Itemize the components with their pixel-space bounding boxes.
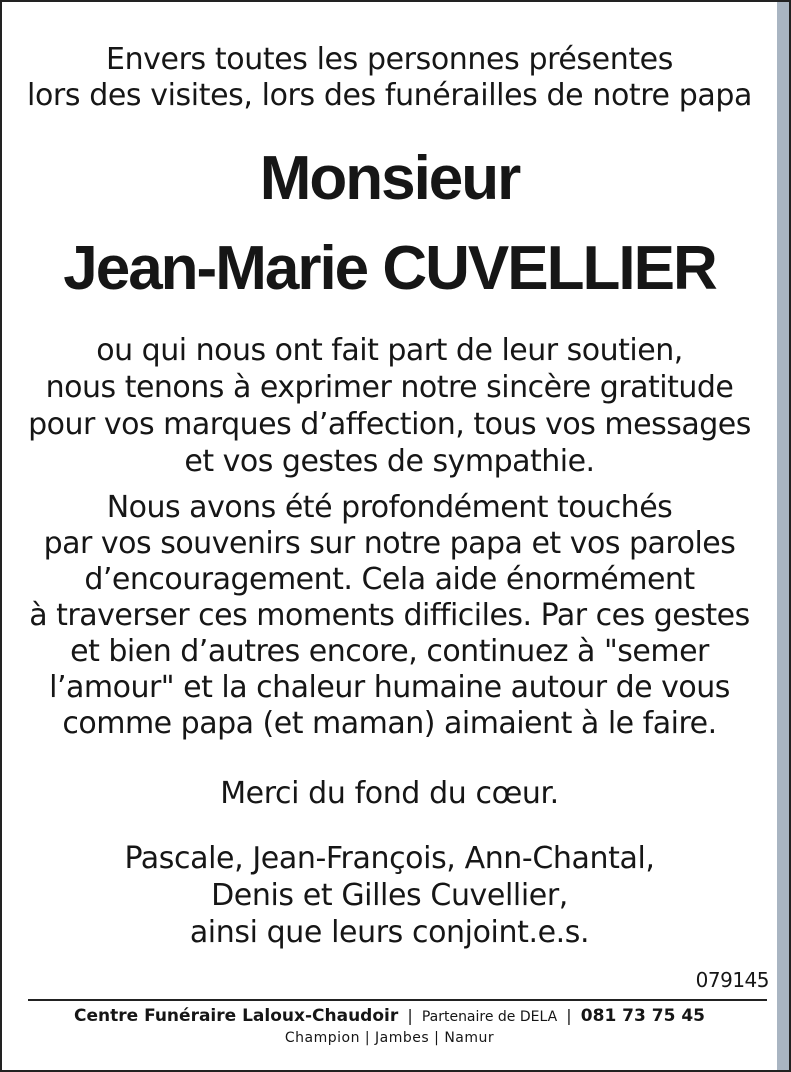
thanks-paragraph [14, 332, 765, 480]
intro-line: Envers toutes les personnes présentes [106, 42, 673, 77]
signatory-line: Denis et Gilles Cuvellier, [211, 878, 568, 913]
intro-text [14, 42, 765, 114]
footer-divider [28, 999, 767, 1001]
touched-line: Nous avons été profondément touchés [106, 490, 673, 525]
partner-text: Partenaire de DELA [421, 1009, 558, 1025]
touched-paragraph [14, 490, 765, 742]
thanks-line: pour vos marques d’affection, tous vos messages [28, 407, 751, 442]
separator: | [566, 1006, 572, 1025]
notice-body [14, 2, 765, 951]
touched-line: par vos souvenirs sur notre papa et vos paroles [43, 526, 736, 561]
touched-line: d’encouragement. Cela aide énormément [84, 562, 695, 597]
footer-locations: Champion | Jambes | Namur [284, 1030, 495, 1046]
intro-line: lors des visites, lors des funérailles de notre papa [27, 78, 752, 113]
phone-number: 081 73 75 45 [580, 1006, 705, 1026]
deceased-name: Jean-Marie CUVELLIER [63, 234, 716, 303]
footer-line [14, 1006, 765, 1026]
touched-line: à traverser ces moments difficiles. Par ces gestes [29, 598, 750, 633]
touched-line: comme papa (et maman) aimaient à le faire. [62, 706, 717, 741]
separator: | [407, 1006, 413, 1025]
signatories [14, 840, 765, 951]
reference-number: 079145 [695, 968, 769, 992]
company-name: Centre Funéraire Laloux-Chaudoir [74, 1006, 399, 1026]
touched-line: l’amour" et la chaleur humaine autour de vous [49, 670, 730, 705]
signatory-line: Pascale, Jean-François, Ann-Chantal, [124, 841, 655, 876]
thanks-line: et vos gestes de sympathie. [184, 444, 595, 479]
thanks-line: nous tenons à exprimer notre sincère gratitude [45, 370, 734, 405]
touched-line: et bien d’autres encore, continuez à "semer [70, 634, 709, 669]
honorific: Monsieur [259, 144, 520, 213]
deceased-name-block [14, 134, 765, 314]
thanks-line: ou qui nous ont fait part de leur soutien, [96, 333, 683, 368]
merci-line: Merci du fond du cœur. [220, 776, 559, 811]
decorative-side-bar [777, 2, 789, 1070]
signatory-line: ainsi que leurs conjoint.e.s. [189, 915, 590, 950]
